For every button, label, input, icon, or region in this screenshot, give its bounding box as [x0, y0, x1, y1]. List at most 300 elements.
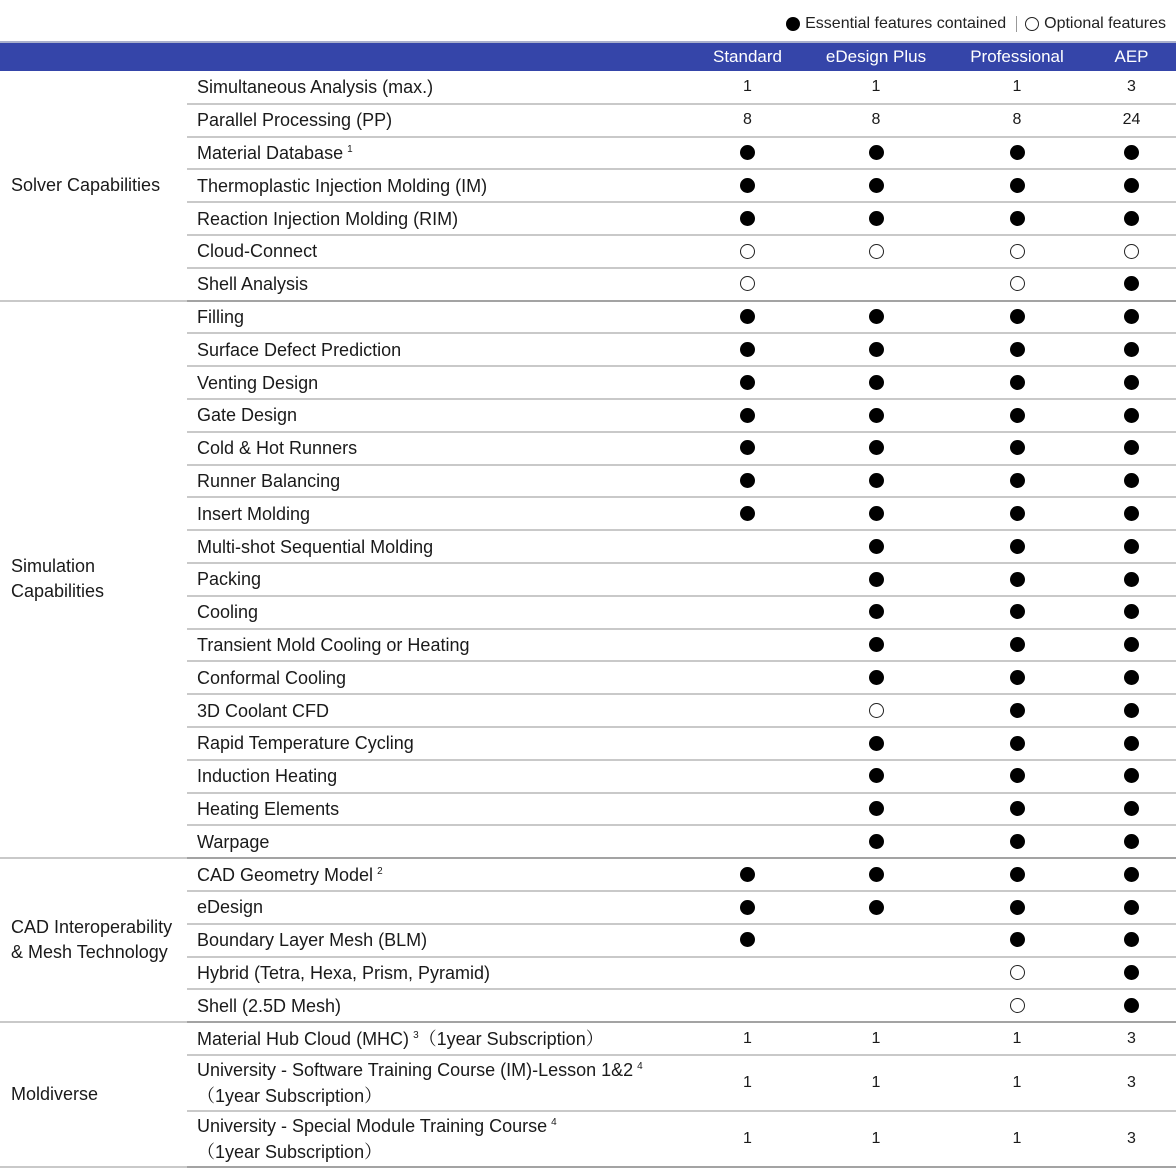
value-cell: [947, 793, 1087, 826]
feature-name-cell: [187, 1022, 690, 1055]
count-value: 1: [871, 1029, 881, 1047]
table-row: [0, 301, 1176, 334]
filled-dot-icon: [1124, 965, 1139, 980]
value-cell: [805, 465, 947, 498]
legend-optional-label: Optional features: [1044, 15, 1166, 32]
filled-dot-icon: [869, 736, 884, 751]
value-cell: [947, 694, 1087, 727]
hollow-dot-icon: [1010, 244, 1025, 259]
table-row: [0, 71, 1176, 104]
value-cell: [1087, 268, 1176, 301]
count-value: 24: [1122, 111, 1141, 129]
filled-dot-icon: [869, 408, 884, 423]
filled-dot-icon: [1010, 178, 1025, 193]
filled-dot-icon: [1010, 572, 1025, 587]
count-value: 3: [1127, 1129, 1136, 1147]
value-cell: [1087, 301, 1176, 334]
value-cell: [947, 202, 1087, 235]
value-cell: [690, 727, 805, 760]
feature-name-cell: [187, 727, 690, 760]
column-header-professional: Professional: [947, 42, 1087, 71]
value-cell: [1087, 1111, 1176, 1167]
feature-name: Runner Balancing: [197, 470, 341, 491]
value-cell: [690, 1055, 805, 1111]
value-cell: [690, 497, 805, 530]
value-cell: [805, 1055, 947, 1111]
filled-dot-icon: [1010, 408, 1025, 423]
hollow-dot-icon: [1010, 965, 1025, 980]
value-cell: [947, 530, 1087, 563]
feature-name: Hybrid (Tetra, Hexa, Prism, Pyramid): [197, 962, 491, 983]
value-cell: [690, 1022, 805, 1055]
filled-dot-icon: [786, 17, 800, 31]
filled-dot-icon: [1010, 900, 1025, 915]
filled-dot-icon: [869, 867, 884, 882]
footnote-marker: 4: [551, 1116, 557, 1128]
filled-dot-icon: [740, 145, 755, 160]
filled-dot-icon: [740, 342, 755, 357]
filled-dot-icon: [1010, 637, 1025, 652]
feature-name-cell: [187, 169, 690, 202]
feature-name: Cooling: [197, 602, 259, 623]
feature-name: University - Software Training Course (IM)-Lesson 1&2: [197, 1059, 634, 1080]
value-cell: [805, 301, 947, 334]
filled-dot-icon: [1124, 178, 1139, 193]
hollow-dot-icon: [1124, 244, 1139, 259]
count-value: 3: [1127, 1029, 1136, 1047]
value-cell: [947, 497, 1087, 530]
count-value: 8: [871, 111, 881, 129]
value-cell: [805, 727, 947, 760]
value-cell: [947, 137, 1087, 170]
value-cell: [1087, 661, 1176, 694]
value-cell: [805, 169, 947, 202]
count-value: 8: [743, 111, 752, 129]
value-cell: [690, 858, 805, 891]
header-blank-cell: [0, 42, 187, 71]
value-cell: [690, 694, 805, 727]
value-cell: [947, 71, 1087, 104]
feature-name: Cold & Hot Runners: [197, 438, 358, 459]
filled-dot-icon: [1124, 768, 1139, 783]
legend: [786, 13, 1166, 35]
filled-dot-icon: [740, 932, 755, 947]
footnote-marker: 4: [637, 1060, 643, 1072]
table-row: [0, 858, 1176, 891]
filled-dot-icon: [740, 408, 755, 423]
value-cell: [947, 760, 1087, 793]
filled-dot-icon: [869, 900, 884, 915]
feature-name: Surface Defect Prediction: [197, 339, 402, 360]
value-cell: [947, 1055, 1087, 1111]
feature-name-cell: [187, 596, 690, 629]
feature-name: Venting Design: [197, 372, 319, 393]
filled-dot-icon: [869, 768, 884, 783]
value-cell: [690, 530, 805, 563]
filled-dot-icon: [740, 867, 755, 882]
value-cell: [690, 399, 805, 432]
filled-dot-icon: [869, 637, 884, 652]
filled-dot-icon: [1124, 703, 1139, 718]
feature-name: Filling: [197, 306, 245, 327]
filled-dot-icon: [1010, 440, 1025, 455]
feature-name-cell: [187, 301, 690, 334]
count-value: 1: [1012, 1029, 1022, 1047]
footnote-marker: 3: [413, 1029, 419, 1041]
value-cell: [1087, 989, 1176, 1022]
value-cell: [690, 563, 805, 596]
value-cell: [805, 760, 947, 793]
category-label: CAD Interoperability & Mesh Technology: [0, 858, 187, 1022]
value-cell: [947, 891, 1087, 924]
value-cell: [947, 333, 1087, 366]
feature-name-cell: [187, 137, 690, 170]
value-cell: [690, 924, 805, 957]
value-cell: [947, 563, 1087, 596]
value-cell: [947, 858, 1087, 891]
feature-name-cell: [187, 760, 690, 793]
count-value: 1: [743, 1029, 752, 1047]
value-cell: [805, 563, 947, 596]
value-cell: [947, 104, 1087, 137]
feature-name: Insert Molding: [197, 503, 311, 524]
value-cell: [690, 301, 805, 334]
filled-dot-icon: [869, 539, 884, 554]
feature-name: Boundary Layer Mesh (BLM): [197, 930, 428, 951]
feature-name-cell: [187, 465, 690, 498]
feature-name-cell: [187, 1055, 690, 1111]
feature-name-cell: [187, 235, 690, 268]
value-cell: [690, 465, 805, 498]
filled-dot-icon: [869, 801, 884, 816]
filled-dot-icon: [869, 178, 884, 193]
filled-dot-icon: [1124, 834, 1139, 849]
value-cell: [1087, 924, 1176, 957]
feature-name-cell: [187, 530, 690, 563]
feature-name: Warpage: [197, 831, 270, 852]
filled-dot-icon: [1010, 768, 1025, 783]
feature-name: Material Hub Cloud (MHC): [197, 1028, 410, 1049]
feature-name-cell: [187, 563, 690, 596]
filled-dot-icon: [1010, 834, 1025, 849]
value-cell: [1087, 432, 1176, 465]
filled-dot-icon: [1124, 670, 1139, 685]
count-value: 1: [1012, 77, 1022, 95]
feature-name: Material Database: [197, 142, 344, 163]
value-cell: [805, 694, 947, 727]
value-cell: [805, 202, 947, 235]
count-value: 8: [1012, 111, 1022, 129]
filled-dot-icon: [740, 375, 755, 390]
filled-dot-icon: [1124, 637, 1139, 652]
value-cell: [1087, 137, 1176, 170]
count-value: 3: [1127, 77, 1136, 95]
filled-dot-icon: [1124, 342, 1139, 357]
value-cell: [690, 169, 805, 202]
value-cell: [1087, 169, 1176, 202]
feature-name-cell: [187, 891, 690, 924]
value-cell: [690, 957, 805, 990]
feature-name: University - Special Module Training Course: [197, 1115, 548, 1136]
filled-dot-icon: [1124, 473, 1139, 488]
feature-name: Transient Mold Cooling or Heating: [197, 634, 470, 655]
table-body: [0, 71, 1176, 1167]
value-cell: [690, 661, 805, 694]
value-cell: [1087, 465, 1176, 498]
value-cell: [690, 366, 805, 399]
value-cell: [805, 71, 947, 104]
feature-name-cell: [187, 268, 690, 301]
value-cell: [690, 432, 805, 465]
filled-dot-icon: [1010, 211, 1025, 226]
feature-name: Gate Design: [197, 405, 298, 426]
value-cell: [690, 71, 805, 104]
legend-divider: [1016, 16, 1017, 32]
feature-name: Packing: [197, 569, 262, 590]
feature-name: CAD Geometry Model: [197, 864, 374, 885]
value-cell: [805, 858, 947, 891]
subscription-note: （1year Subscription）: [197, 1085, 383, 1106]
filled-dot-icon: [1010, 539, 1025, 554]
value-cell: [947, 957, 1087, 990]
hollow-dot-icon: [869, 703, 884, 718]
value-cell: [690, 989, 805, 1022]
value-cell: [805, 629, 947, 662]
value-cell: [805, 530, 947, 563]
value-cell: [1087, 333, 1176, 366]
value-cell: [947, 432, 1087, 465]
column-header-edesign-plus: eDesign Plus: [805, 42, 947, 71]
filled-dot-icon: [1010, 506, 1025, 521]
value-cell: [690, 1111, 805, 1167]
value-cell: [690, 596, 805, 629]
feature-name: 3D Coolant CFD: [197, 700, 330, 721]
header-row: [0, 42, 1176, 71]
count-value: 1: [743, 77, 752, 95]
hollow-dot-icon: [869, 244, 884, 259]
value-cell: [690, 825, 805, 858]
value-cell: [805, 399, 947, 432]
value-cell: [1087, 366, 1176, 399]
filled-dot-icon: [1010, 736, 1025, 751]
value-cell: [1087, 104, 1176, 137]
count-value: 1: [871, 1129, 881, 1147]
filled-dot-icon: [1010, 375, 1025, 390]
value-cell: [805, 366, 947, 399]
feature-name: Parallel Processing (PP): [197, 110, 393, 131]
value-cell: [947, 268, 1087, 301]
filled-dot-icon: [1124, 867, 1139, 882]
feature-name-cell: [187, 399, 690, 432]
feature-name-cell: [187, 825, 690, 858]
value-cell: [1087, 235, 1176, 268]
value-cell: [947, 825, 1087, 858]
feature-name-cell: [187, 661, 690, 694]
count-value: 1: [871, 1073, 881, 1091]
value-cell: [947, 924, 1087, 957]
feature-name-cell: [187, 924, 690, 957]
feature-name-cell: [187, 104, 690, 137]
value-cell: [690, 268, 805, 301]
filled-dot-icon: [869, 506, 884, 521]
value-cell: [947, 465, 1087, 498]
value-cell: [947, 399, 1087, 432]
filled-dot-icon: [869, 572, 884, 587]
category-label: Solver Capabilities: [0, 71, 187, 301]
filled-dot-icon: [869, 440, 884, 455]
filled-dot-icon: [740, 178, 755, 193]
filled-dot-icon: [1010, 473, 1025, 488]
count-value: 1: [743, 1073, 752, 1091]
filled-dot-icon: [1124, 211, 1139, 226]
value-cell: [805, 957, 947, 990]
filled-dot-icon: [1124, 801, 1139, 816]
value-cell: [805, 825, 947, 858]
value-cell: [947, 235, 1087, 268]
filled-dot-icon: [740, 211, 755, 226]
value-cell: [1087, 563, 1176, 596]
filled-dot-icon: [740, 473, 755, 488]
subscription-note: （1year Subscription）: [197, 1141, 383, 1162]
value-cell: [1087, 957, 1176, 990]
feature-name: Multi-shot Sequential Molding: [197, 536, 434, 557]
feature-name-cell: [187, 202, 690, 235]
filled-dot-icon: [1010, 932, 1025, 947]
feature-name-cell: [187, 432, 690, 465]
value-cell: [805, 989, 947, 1022]
filled-dot-icon: [869, 309, 884, 324]
value-cell: [947, 989, 1087, 1022]
count-value: 1: [1012, 1073, 1022, 1091]
value-cell: [947, 1022, 1087, 1055]
value-cell: [947, 301, 1087, 334]
value-cell: [1087, 858, 1176, 891]
hollow-dot-icon: [740, 244, 755, 259]
value-cell: [805, 596, 947, 629]
value-cell: [1087, 71, 1176, 104]
filled-dot-icon: [869, 375, 884, 390]
filled-dot-icon: [1124, 998, 1139, 1013]
hollow-dot-icon: [740, 276, 755, 291]
filled-dot-icon: [1124, 604, 1139, 619]
hollow-dot-icon: [1010, 276, 1025, 291]
filled-dot-icon: [1124, 539, 1139, 554]
value-cell: [805, 333, 947, 366]
feature-name-cell: [187, 694, 690, 727]
value-cell: [690, 760, 805, 793]
filled-dot-icon: [1010, 867, 1025, 882]
filled-dot-icon: [1124, 408, 1139, 423]
feature-name: Thermoplastic Injection Molding (IM): [197, 175, 488, 196]
value-cell: [690, 104, 805, 137]
value-cell: [805, 104, 947, 137]
value-cell: [690, 793, 805, 826]
value-cell: [947, 596, 1087, 629]
filled-dot-icon: [869, 145, 884, 160]
feature-name-cell: [187, 1111, 690, 1167]
value-cell: [1087, 825, 1176, 858]
filled-dot-icon: [740, 440, 755, 455]
feature-name-cell: [187, 793, 690, 826]
count-value: 1: [1012, 1129, 1022, 1147]
filled-dot-icon: [1124, 309, 1139, 324]
category-label: Moldiverse: [0, 1022, 187, 1167]
column-header-standard: Standard: [690, 42, 805, 71]
feature-name-cell: [187, 989, 690, 1022]
value-cell: [805, 137, 947, 170]
feature-name-cell: [187, 858, 690, 891]
value-cell: [1087, 629, 1176, 662]
filled-dot-icon: [1124, 900, 1139, 915]
value-cell: [1087, 793, 1176, 826]
filled-dot-icon: [1010, 342, 1025, 357]
filled-dot-icon: [1124, 932, 1139, 947]
filled-dot-icon: [1124, 736, 1139, 751]
filled-dot-icon: [1124, 145, 1139, 160]
value-cell: [805, 1022, 947, 1055]
value-cell: [805, 924, 947, 957]
value-cell: [805, 268, 947, 301]
filled-dot-icon: [1010, 145, 1025, 160]
category-label: Simulation Capabilities: [0, 301, 187, 859]
value-cell: [1087, 694, 1176, 727]
feature-name-cell: [187, 71, 690, 104]
feature-name: Induction Heating: [197, 766, 338, 787]
feature-name: Shell (2.5D Mesh): [197, 995, 342, 1016]
value-cell: [805, 497, 947, 530]
filled-dot-icon: [869, 342, 884, 357]
filled-dot-icon: [869, 211, 884, 226]
value-cell: [1087, 399, 1176, 432]
filled-dot-icon: [1124, 375, 1139, 390]
feature-name-cell: [187, 333, 690, 366]
filled-dot-icon: [869, 473, 884, 488]
value-cell: [947, 727, 1087, 760]
value-cell: [947, 1111, 1087, 1167]
filled-dot-icon: [869, 670, 884, 685]
legend-essential-label: Essential features contained: [805, 15, 1007, 32]
feature-name-cell: [187, 497, 690, 530]
value-cell: [690, 891, 805, 924]
feature-name: Shell Analysis: [197, 274, 309, 295]
feature-name: eDesign: [197, 897, 264, 918]
filled-dot-icon: [1124, 276, 1139, 291]
value-cell: [805, 235, 947, 268]
feature-name: Rapid Temperature Cycling: [197, 733, 414, 754]
subscription-note: （1year Subscription）: [418, 1028, 604, 1049]
value-cell: [805, 432, 947, 465]
value-cell: [1087, 891, 1176, 924]
count-value: 1: [743, 1129, 752, 1147]
value-cell: [690, 137, 805, 170]
filled-dot-icon: [869, 834, 884, 849]
value-cell: [690, 629, 805, 662]
value-cell: [805, 793, 947, 826]
value-cell: [1087, 596, 1176, 629]
filled-dot-icon: [1124, 440, 1139, 455]
feature-name: Heating Elements: [197, 798, 340, 819]
footnote-marker: 1: [347, 143, 353, 155]
value-cell: [1087, 530, 1176, 563]
value-cell: [1087, 760, 1176, 793]
filled-dot-icon: [740, 309, 755, 324]
value-cell: [805, 1111, 947, 1167]
count-value: 1: [871, 77, 881, 95]
count-value: 3: [1127, 1073, 1136, 1091]
column-header-aep: AEP: [1087, 42, 1176, 71]
value-cell: [1087, 497, 1176, 530]
value-cell: [1087, 1022, 1176, 1055]
